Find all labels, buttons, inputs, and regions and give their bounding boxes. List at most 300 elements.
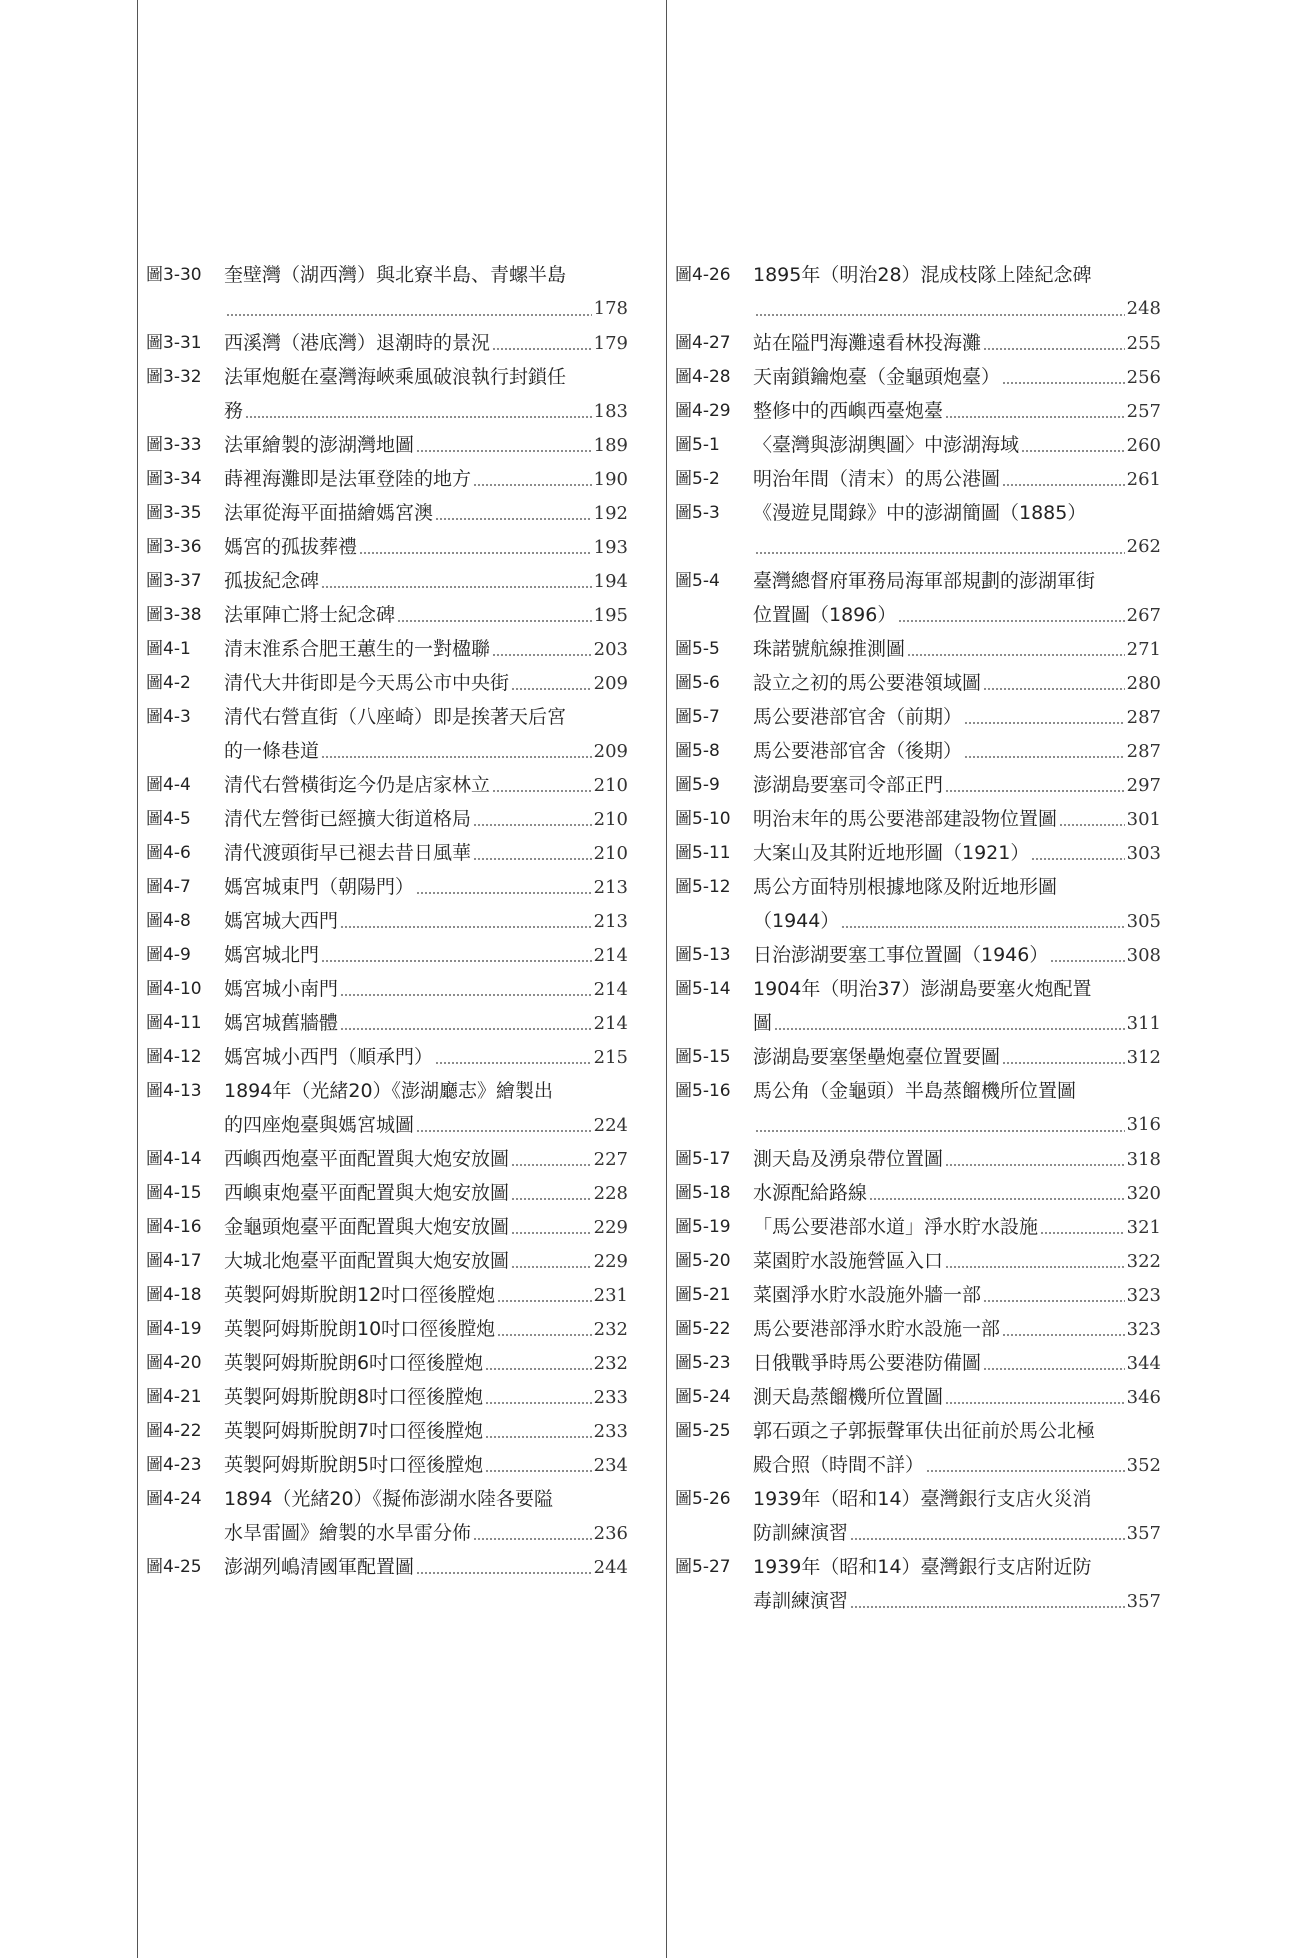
figure-caption xyxy=(753,331,1161,355)
figure-number: 圖4-22 xyxy=(146,1421,202,1441)
caption-text: 〈臺灣與澎湖輿圖〉中澎湖海域 xyxy=(753,434,1020,456)
figure-list-entry xyxy=(146,1487,628,1545)
caption-text: 清代右營橫街迄今仍是店家林立 xyxy=(224,774,491,796)
caption-line xyxy=(224,671,628,695)
figure-number: 圖4-12 xyxy=(146,1047,202,1067)
page-number: 357 xyxy=(1126,1591,1161,1612)
dot-leader xyxy=(245,416,592,418)
caption-line xyxy=(224,977,628,1001)
figure-caption xyxy=(753,1045,1161,1069)
figure-caption xyxy=(753,943,1161,967)
caption-line xyxy=(224,807,628,831)
caption-line xyxy=(224,1181,628,1205)
page-number: 320 xyxy=(1126,1183,1161,1204)
page-number: 178 xyxy=(593,298,628,319)
figure-list-entry xyxy=(675,467,1161,491)
dot-leader xyxy=(340,1028,592,1030)
caption-text: 菜園淨水貯水設施外牆一部 xyxy=(753,1284,982,1306)
figure-caption xyxy=(753,739,1161,763)
figure-list-entry xyxy=(675,807,1161,831)
figure-list-entry xyxy=(146,705,628,763)
figure-list-entry xyxy=(675,875,1161,933)
caption-text: 測天島蒸餾機所位置圖 xyxy=(753,1386,944,1408)
caption-line xyxy=(753,1283,1161,1307)
dot-leader xyxy=(964,756,1125,758)
figure-number: 圖3-38 xyxy=(146,605,202,625)
dot-leader xyxy=(321,960,592,962)
page-number: 213 xyxy=(593,911,628,932)
dot-leader xyxy=(321,586,592,588)
figure-list-entry xyxy=(146,909,628,933)
figure-caption xyxy=(753,1317,1161,1341)
caption-text: 珠諾號航線推測圖 xyxy=(753,638,906,660)
figure-list-entry xyxy=(146,1011,628,1035)
page-number: 203 xyxy=(593,639,628,660)
caption-line xyxy=(753,773,1161,797)
caption-text: 清代大井街即是今天馬公市中央街 xyxy=(224,672,510,694)
dot-leader xyxy=(485,1436,592,1438)
figure-number: 圖3-30 xyxy=(146,265,202,285)
figure-number: 圖4-29 xyxy=(675,401,731,421)
caption-text: 法軍炮艇在臺灣海峽乘風破浪執行封鎖任 xyxy=(224,366,567,388)
figure-caption xyxy=(224,909,628,933)
page-number: 224 xyxy=(593,1115,628,1136)
figure-caption xyxy=(224,535,628,559)
figure-list-entry xyxy=(675,1079,1161,1137)
dot-leader xyxy=(774,1028,1125,1030)
figure-number: 圖4-25 xyxy=(146,1557,202,1577)
figure-list-entry xyxy=(675,433,1161,457)
figure-list-entry xyxy=(146,501,628,525)
figure-caption xyxy=(224,1385,628,1409)
dot-leader xyxy=(473,858,592,860)
caption-text: 法軍繪製的澎湖灣地圖 xyxy=(224,434,415,456)
dot-leader xyxy=(416,1130,592,1132)
caption-line xyxy=(753,399,1161,423)
caption-line xyxy=(753,875,1161,899)
page-number: 280 xyxy=(1126,673,1161,694)
figure-number: 圖3-33 xyxy=(146,435,202,455)
caption-text: 媽宮城小南門 xyxy=(224,978,339,1000)
figure-caption xyxy=(224,1045,628,1069)
caption-text: 水源配給路線 xyxy=(753,1182,868,1204)
caption-line xyxy=(753,1385,1161,1409)
figure-caption xyxy=(224,875,628,899)
caption-text: 媽宮城北門 xyxy=(224,944,320,966)
figure-list-entry xyxy=(146,977,628,1001)
left-margin-rule xyxy=(137,0,138,1958)
page-number: 233 xyxy=(593,1421,628,1442)
page-number: 256 xyxy=(1126,367,1161,388)
caption-line xyxy=(753,1215,1161,1239)
page-number: 352 xyxy=(1126,1455,1161,1476)
page-number: 312 xyxy=(1126,1047,1161,1068)
figure-caption xyxy=(753,1181,1161,1205)
caption-line xyxy=(753,1317,1161,1341)
figure-number: 圖5-15 xyxy=(675,1047,731,1067)
caption-text: 1895年（明治28）混成枝隊上陸紀念碑 xyxy=(753,264,1092,286)
figure-list-entry xyxy=(146,1215,628,1239)
caption-line xyxy=(224,637,628,661)
caption-text: 媽宮城東門（朝陽門） xyxy=(224,876,415,898)
caption-text: 馬公角（金龜頭）半島蒸餾機所位置圖 xyxy=(753,1080,1077,1102)
page-number: 195 xyxy=(593,605,628,626)
figure-list-entry xyxy=(675,671,1161,695)
dot-leader xyxy=(485,1470,592,1472)
caption-text: 澎湖島要塞司令部正門 xyxy=(753,774,944,796)
caption-line xyxy=(224,875,628,899)
caption-text: 臺灣總督府軍務局海軍部規劃的澎湖軍街 xyxy=(753,570,1096,592)
figure-caption xyxy=(224,807,628,831)
figure-caption xyxy=(753,807,1161,831)
figure-list-entry xyxy=(675,399,1161,423)
figure-number: 圖4-17 xyxy=(146,1251,202,1271)
dot-leader xyxy=(416,1572,592,1574)
figure-caption xyxy=(224,1317,628,1341)
dot-leader xyxy=(1002,382,1125,384)
caption-line xyxy=(224,501,628,525)
figure-list-entry xyxy=(146,1419,628,1443)
figure-list-entry xyxy=(146,875,628,899)
figure-number: 圖5-16 xyxy=(675,1081,731,1101)
caption-line xyxy=(224,1249,628,1273)
figure-list-entry xyxy=(146,467,628,491)
figure-number: 圖5-8 xyxy=(675,741,720,761)
page-number: 303 xyxy=(1126,843,1161,864)
figure-caption xyxy=(753,1419,1161,1477)
caption-line xyxy=(753,1249,1161,1273)
figure-list-entry xyxy=(146,671,628,695)
dot-leader xyxy=(1021,450,1125,452)
page-number: 318 xyxy=(1126,1149,1161,1170)
caption-line xyxy=(224,1215,628,1239)
figure-number: 圖5-20 xyxy=(675,1251,731,1271)
dot-leader xyxy=(397,620,592,622)
figure-list-entry xyxy=(146,1317,628,1341)
caption-line xyxy=(753,705,1161,729)
figure-list-entry xyxy=(146,1453,628,1477)
dot-leader xyxy=(511,1266,592,1268)
figure-list-entry xyxy=(146,569,628,593)
caption-line xyxy=(224,705,628,729)
caption-line xyxy=(753,433,1161,457)
figure-caption xyxy=(753,1385,1161,1409)
dot-leader xyxy=(497,1300,591,1302)
caption-text: 「馬公要港部水道」淨水貯水設施 xyxy=(753,1216,1039,1238)
page-number: 233 xyxy=(593,1387,628,1408)
figure-number: 圖4-3 xyxy=(146,707,191,727)
figure-caption xyxy=(224,603,628,627)
figure-caption xyxy=(753,875,1161,933)
page-number: 321 xyxy=(1126,1217,1161,1238)
page-number: 214 xyxy=(593,979,628,1000)
figure-caption xyxy=(224,569,628,593)
dot-leader xyxy=(983,1300,1125,1302)
page-number: 234 xyxy=(593,1455,628,1476)
caption-text: 媽宮的孤拔葬禮 xyxy=(224,536,358,558)
figure-list-entry xyxy=(675,977,1161,1035)
caption-text: 防訓練演習 xyxy=(753,1522,849,1544)
figure-list-entry xyxy=(675,705,1161,729)
page-number: 323 xyxy=(1126,1319,1161,1340)
figure-caption xyxy=(224,331,628,355)
caption-text: 西嶼東炮臺平面配置與大炮安放圖 xyxy=(224,1182,510,1204)
figure-list-entry xyxy=(146,1147,628,1171)
dot-leader xyxy=(340,994,592,996)
figure-number: 圖5-14 xyxy=(675,979,731,999)
figure-number: 圖4-21 xyxy=(146,1387,202,1407)
caption-line xyxy=(224,569,628,593)
figure-caption xyxy=(224,365,628,423)
caption-line xyxy=(224,365,628,389)
figure-number: 圖4-9 xyxy=(146,945,191,965)
page-number: 194 xyxy=(593,571,628,592)
caption-line xyxy=(753,1113,1161,1137)
dot-leader xyxy=(983,348,1125,350)
caption-line xyxy=(753,535,1161,559)
caption-text: 媽宮城大西門 xyxy=(224,910,339,932)
caption-line xyxy=(753,1589,1161,1613)
page-number: 248 xyxy=(1126,298,1161,319)
caption-line xyxy=(224,1351,628,1375)
caption-text: 菜園貯水設施營區入口 xyxy=(753,1250,944,1272)
page-number: 229 xyxy=(593,1217,628,1238)
dot-leader xyxy=(485,1368,592,1370)
caption-text: 的四座炮臺與媽宮城圖 xyxy=(224,1114,415,1136)
dot-leader xyxy=(755,552,1125,554)
caption-text: 整修中的西嶼西臺炮臺 xyxy=(753,400,944,422)
caption-line xyxy=(224,1079,628,1103)
figure-caption xyxy=(224,1011,628,1035)
dot-leader xyxy=(511,688,592,690)
figure-number: 圖4-11 xyxy=(146,1013,202,1033)
figure-caption xyxy=(753,569,1161,627)
figure-number: 圖4-28 xyxy=(675,367,731,387)
figure-list-entry xyxy=(146,1283,628,1307)
figure-caption xyxy=(224,1453,628,1477)
caption-text: 澎湖島要塞堡壘炮臺位置要圖 xyxy=(753,1046,1001,1068)
caption-text: 馬公要港部官舍（前期） xyxy=(753,706,963,728)
figure-list-entry xyxy=(675,1147,1161,1171)
figure-number: 圖5-11 xyxy=(675,843,731,863)
page-number: 209 xyxy=(593,673,628,694)
caption-text: 郭石頭之子郭振聲軍伕出征前於馬公北極 xyxy=(753,1420,1096,1442)
figure-caption xyxy=(753,841,1161,865)
caption-line xyxy=(224,603,628,627)
caption-text: 英製阿姆斯脫朗8吋口徑後膛炮 xyxy=(224,1386,484,1408)
dot-leader xyxy=(1002,1062,1125,1064)
figure-caption xyxy=(224,841,628,865)
figure-number: 圖3-32 xyxy=(146,367,202,387)
caption-line xyxy=(224,297,628,321)
caption-text: 天南鎖鑰炮臺（金龜頭炮臺） xyxy=(753,366,1001,388)
page-number: 193 xyxy=(593,537,628,558)
figure-number: 圖4-4 xyxy=(146,775,191,795)
caption-text: 的一條巷道 xyxy=(224,740,320,762)
caption-line xyxy=(753,1011,1161,1035)
figure-list-entry xyxy=(675,1555,1161,1613)
dot-leader xyxy=(340,926,592,928)
caption-text: 清代渡頭街早已褪去昔日風華 xyxy=(224,842,472,864)
page-number: 231 xyxy=(593,1285,628,1306)
caption-text: 英製阿姆斯脫朗5吋口徑後膛炮 xyxy=(224,1454,484,1476)
caption-line xyxy=(753,365,1161,389)
page-number: 227 xyxy=(593,1149,628,1170)
caption-text: 務 xyxy=(224,400,244,422)
page-number: 236 xyxy=(593,1523,628,1544)
caption-line xyxy=(224,1453,628,1477)
figure-list-entry xyxy=(675,1215,1161,1239)
dot-leader xyxy=(1002,1334,1125,1336)
caption-text: 1894年（光緒20）《澎湖廳志》繪製出 xyxy=(224,1080,554,1102)
page-number: 357 xyxy=(1126,1523,1161,1544)
dot-leader xyxy=(497,1334,591,1336)
page-number: 346 xyxy=(1126,1387,1161,1408)
page-number: 210 xyxy=(593,775,628,796)
caption-line xyxy=(224,739,628,763)
caption-line xyxy=(753,467,1161,491)
caption-line xyxy=(224,433,628,457)
figure-list-entry xyxy=(675,841,1161,865)
figure-list-entry xyxy=(146,535,628,559)
caption-line xyxy=(753,671,1161,695)
caption-text: 金龜頭炮臺平面配置與大炮安放圖 xyxy=(224,1216,510,1238)
figure-number: 圖5-24 xyxy=(675,1387,731,1407)
caption-text: 蒔裡海灘即是法軍登陸的地方 xyxy=(224,468,472,490)
figure-caption xyxy=(224,1215,628,1239)
figure-number: 圖4-27 xyxy=(675,333,731,353)
figure-caption xyxy=(224,671,628,695)
figure-number: 圖4-15 xyxy=(146,1183,202,1203)
caption-line xyxy=(224,841,628,865)
figure-list-entry xyxy=(675,1419,1161,1477)
caption-line xyxy=(753,1555,1161,1579)
figure-number: 圖5-18 xyxy=(675,1183,731,1203)
figure-caption xyxy=(224,977,628,1001)
figure-list-entry xyxy=(675,773,1161,797)
caption-text: 圖 xyxy=(753,1012,773,1034)
caption-text: 澎湖列嶋清國軍配置圖 xyxy=(224,1556,415,1578)
figure-list-entry xyxy=(675,1181,1161,1205)
dot-leader xyxy=(511,1198,592,1200)
caption-text: 英製阿姆斯脫朗7吋口徑後膛炮 xyxy=(224,1420,484,1442)
caption-line xyxy=(753,1453,1161,1477)
figure-list-entry xyxy=(146,943,628,967)
dot-leader xyxy=(435,518,592,520)
dot-leader xyxy=(435,1062,592,1064)
caption-line xyxy=(753,1181,1161,1205)
figure-caption xyxy=(753,1249,1161,1273)
figure-number: 圖4-19 xyxy=(146,1319,202,1339)
figure-number: 圖4-16 xyxy=(146,1217,202,1237)
figure-caption xyxy=(753,1555,1161,1613)
page-number: 189 xyxy=(593,435,628,456)
page-number: 344 xyxy=(1126,1353,1161,1374)
caption-text: 設立之初的馬公要港領域圖 xyxy=(753,672,982,694)
page-number: 192 xyxy=(593,503,628,524)
caption-text: 水旱雷圖》繪製的水旱雷分佈 xyxy=(224,1522,472,1544)
figure-list-entry xyxy=(675,943,1161,967)
figure-number: 圖4-5 xyxy=(146,809,191,829)
figure-number: 圖4-24 xyxy=(146,1489,202,1509)
page-number: 301 xyxy=(1126,809,1161,830)
caption-text: 站在隘門海灘遠看林投海灘 xyxy=(753,332,982,354)
caption-line xyxy=(224,399,628,423)
figure-caption xyxy=(753,365,1161,389)
page-number: 287 xyxy=(1126,741,1161,762)
page-number: 267 xyxy=(1126,605,1161,626)
caption-line xyxy=(224,263,628,287)
figure-number: 圖3-37 xyxy=(146,571,202,591)
figure-list-entry xyxy=(675,501,1161,559)
page-number: 260 xyxy=(1126,435,1161,456)
caption-text: 西溪灣（港底灣）退潮時的景況 xyxy=(224,332,491,354)
figure-number: 圖5-2 xyxy=(675,469,720,489)
caption-line xyxy=(224,1283,628,1307)
figure-list-entry xyxy=(675,739,1161,763)
caption-line xyxy=(753,1045,1161,1069)
caption-text: 英製阿姆斯脫朗12吋口徑後膛炮 xyxy=(224,1284,496,1306)
caption-line xyxy=(224,773,628,797)
caption-text: 位置圖（1896） xyxy=(753,604,897,626)
dot-leader xyxy=(755,314,1125,316)
figure-number: 圖4-14 xyxy=(146,1149,202,1169)
figure-list-entry xyxy=(146,1249,628,1273)
figure-list-entry xyxy=(675,1283,1161,1307)
caption-line xyxy=(224,331,628,355)
figure-caption xyxy=(753,433,1161,457)
figure-list-right-column xyxy=(675,263,1161,1623)
caption-text: 奎壁灣（湖西灣）與北寮半島、青螺半島 xyxy=(224,264,567,286)
caption-text: 清末淮系合肥王蕙生的一對楹聯 xyxy=(224,638,491,660)
dot-leader xyxy=(850,1538,1125,1540)
caption-line xyxy=(224,1045,628,1069)
page-number: 311 xyxy=(1126,1013,1161,1034)
figure-number: 圖5-27 xyxy=(675,1557,731,1577)
figure-number: 圖5-3 xyxy=(675,503,720,523)
figure-caption xyxy=(224,1487,628,1545)
column-divider xyxy=(666,0,667,1958)
figure-caption xyxy=(224,501,628,525)
caption-line xyxy=(753,841,1161,865)
caption-text: 孤拔紀念碑 xyxy=(224,570,320,592)
caption-text: 殿合照（時間不詳） xyxy=(753,1454,925,1476)
page-number: 232 xyxy=(593,1353,628,1374)
figure-list-entry xyxy=(146,433,628,457)
figure-list-entry xyxy=(675,1385,1161,1409)
dot-leader xyxy=(850,1606,1125,1608)
dot-leader xyxy=(1002,484,1125,486)
figure-number: 圖4-26 xyxy=(675,265,731,285)
page-number: 271 xyxy=(1126,639,1161,660)
figure-caption xyxy=(753,705,1161,729)
caption-line xyxy=(224,1113,628,1137)
caption-text: 清代右營直街（八座崎）即是挨著天后宮 xyxy=(224,706,567,728)
caption-text: 媽宮城小西門（順承門） xyxy=(224,1046,434,1068)
caption-line xyxy=(753,977,1161,1001)
figure-number: 圖5-7 xyxy=(675,707,720,727)
figure-number: 圖4-23 xyxy=(146,1455,202,1475)
dot-leader xyxy=(841,926,1124,928)
page-number: 229 xyxy=(593,1251,628,1272)
figure-list-entry xyxy=(146,1045,628,1069)
page-number: 308 xyxy=(1126,945,1161,966)
caption-text: 明治末年的馬公要港部建設物位置圖 xyxy=(753,808,1058,830)
caption-text: 明治年間（清末）的馬公港圖 xyxy=(753,468,1001,490)
figure-list-entry xyxy=(675,1351,1161,1375)
figure-caption xyxy=(224,1249,628,1273)
page-number: 287 xyxy=(1126,707,1161,728)
